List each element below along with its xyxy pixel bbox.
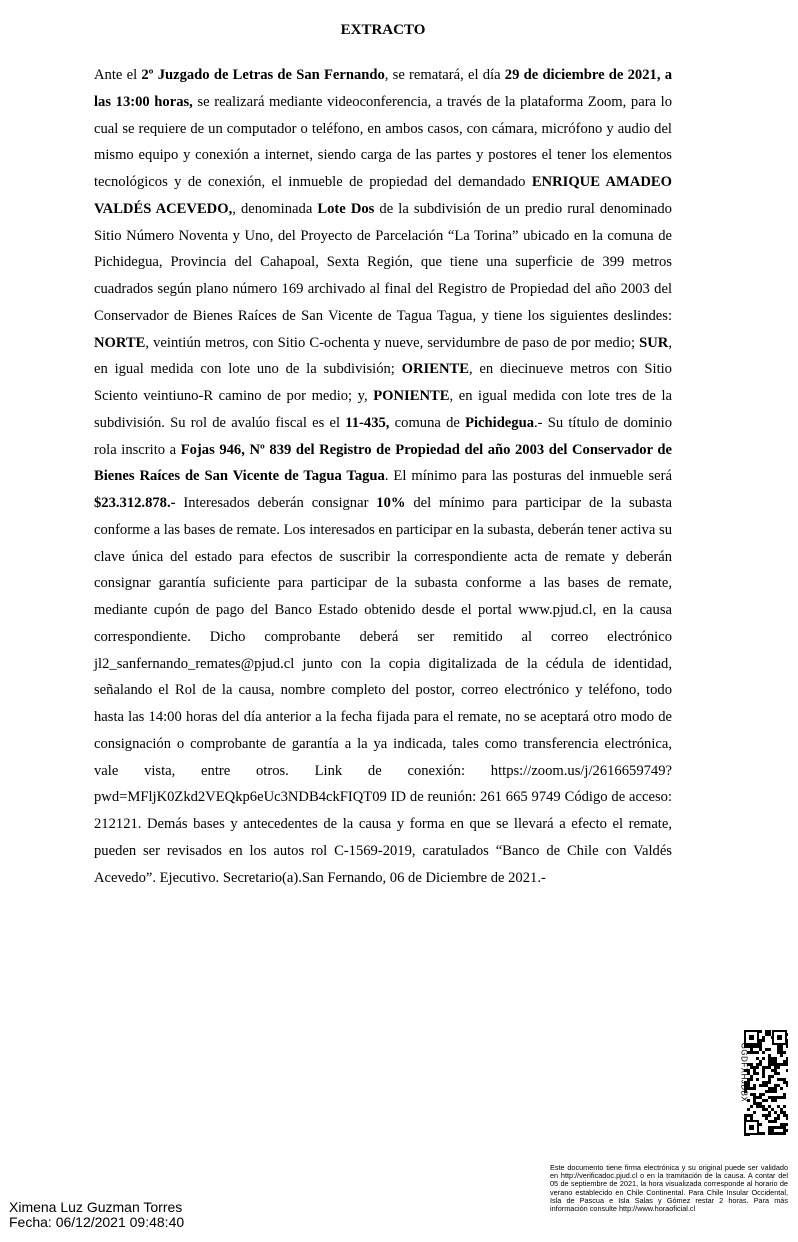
qr-code xyxy=(744,1030,788,1136)
signer-name: Ximena Luz Guzman Torres xyxy=(9,1199,183,1215)
text-run: se realizará mediante videoconferencia, a través de la plataforma Zoom, para lo cual se requiere de un computador o teléfono, en ambos casos, con cámara, micrófono y audio del mismo equipo y conexión a internet, siendo carga de las partes y postores el tener los elementos tecnológicos y de conexión, el inmueble de propiedad del demandado xyxy=(94,93,672,190)
document-body xyxy=(94,62,672,891)
verification-code: GGDFXHJDBX xyxy=(739,1042,749,1103)
text-run: , en igual medida con lote uno de la subdivisión; xyxy=(94,334,672,378)
text-run: comuna de xyxy=(389,414,466,431)
signature-date: Fecha: 06/12/2021 09:48:40 xyxy=(9,1214,185,1230)
text-run: .- Su título de dominio rola inscrito a xyxy=(94,414,673,458)
text-run: , denominada xyxy=(232,200,318,217)
bold-text-run: Lote Dos xyxy=(317,200,375,217)
text-run: , se rematará, el día xyxy=(384,67,505,83)
bold-text-run: SUR xyxy=(639,334,669,351)
bold-text-run: ENRIQUE AMADEO VALDÉS ACEVEDO, xyxy=(94,174,672,217)
validation-notice: Este documento tiene firma electrónica y su original puede ser validado en http://verificadoc.pjud.cl o en la tramitación de la causa. A contar del 05 de septiembre de 2021, la hora visualizada corresponde al horario de verano establecido en Chile Continental. Para Chile Insular Occidental, Isla de Pascua e Isla Salas y Gómez restar 2 horas. Para más información consulte http://www.horaoficial.cl xyxy=(550,1163,788,1214)
bold-text-run: 11-435, xyxy=(345,414,390,431)
bold-text-run: 10% xyxy=(376,495,406,511)
bold-text-run: $23.312.878.- xyxy=(94,495,176,511)
bold-text-run: 29 de diciembre de 2021, a las 13:00 horas, xyxy=(94,67,672,110)
signature-block xyxy=(9,1200,184,1230)
text-run: , veintiún metros, con Sitio C-ochenta y nueve, servidumbre de paso de por medio; xyxy=(145,334,640,351)
bold-text-run: NORTE xyxy=(94,334,146,351)
bold-text-run: 2º Juzgado de Letras de San Fernando xyxy=(141,67,385,83)
bold-text-run: PONIENTE xyxy=(373,388,450,404)
bold-text-run: Pichidegua xyxy=(465,414,534,431)
text-run: de la subdivisión de un predio rural denominado Sitio Número Noventa y Uno, del Proyecto de Parcelación “La Torina” ubicado en la comuna de Pichidegua, Provincia del Cahapoal, Sexta Región, que tiene una superficie de 399 metros cuadrados según plano número 169 archivado al final del Registro de Propiedad del año 2003 del Conservador de Bienes Raíces de San Vicente de Tagua Tagua, y tiene los siguientes deslindes: xyxy=(94,200,672,324)
text-run: . El mínimo para las posturas del inmueble será xyxy=(384,468,672,485)
text-run: , en igual medida con lote tres de la subdivisión. Su rol de avalúo fiscal es el xyxy=(94,388,672,431)
text-run: Ante el xyxy=(94,67,142,83)
document-title: EXTRACTO xyxy=(340,22,426,38)
text-run: Interesados deberán consignar xyxy=(175,495,377,511)
bold-text-run: ORIENTE xyxy=(401,361,469,378)
text-run: , en diecinueve metros con Sitio Sciento veintiuno-R camino de por medio; y, xyxy=(94,361,672,404)
text-run: del mínimo para participar de la subasta conforme a las bases de remate. Los interesados en participar en la subasta, deberán tener activa su clave única del estado para efectos de suscribir la correspondiente acta de remate y deberán consignar garantía suficiente para participar de la subasta conforme a las bases de remate, mediante cupón de pago del Banco Estado obtenido desde el portal www.pjud.cl, en la causa correspondiente. Dicho comprobante deberá ser remitido al correo electrónico jl2_sanfernando_remates@pjud.cl junto con la copia digitalizada de la cédula de identidad, señalando el Rol de la causa, nombre completo del postor, correo electrónico y teléfono, todo hasta las 14:00 horas del día anterior a la fecha fijada para el remate, no se aceptará otro modo de consignación o comprobante de garantía a la ya indicada, tales como transferencia electrónica, vale vista, entre otros. Link de conexión: https://zoom.us/j/2616659749?pwd=MFljK0Zkd2VEQkp6eUc3NDB4ckFIQT09 ID de reunión: 261 665 9749 Código de acceso: 212121. Demás bases y antecedentes de la causa y forma en que se llevará a efecto el remate, pueden ser revisados en los autos rol C-1569-2019, caratulados “Banco de Chile con Valdés Acevedo”. Ejecutivo. Secretario(a).San Fernando, 06 de Diciembre de 2021.- xyxy=(94,495,672,886)
bold-text-run: Fojas 946, Nº 839 del Registro de Propiedad del año 2003 del Conservador de Bienes Raíces de San Vicente de Tagua Tagua xyxy=(94,441,672,485)
